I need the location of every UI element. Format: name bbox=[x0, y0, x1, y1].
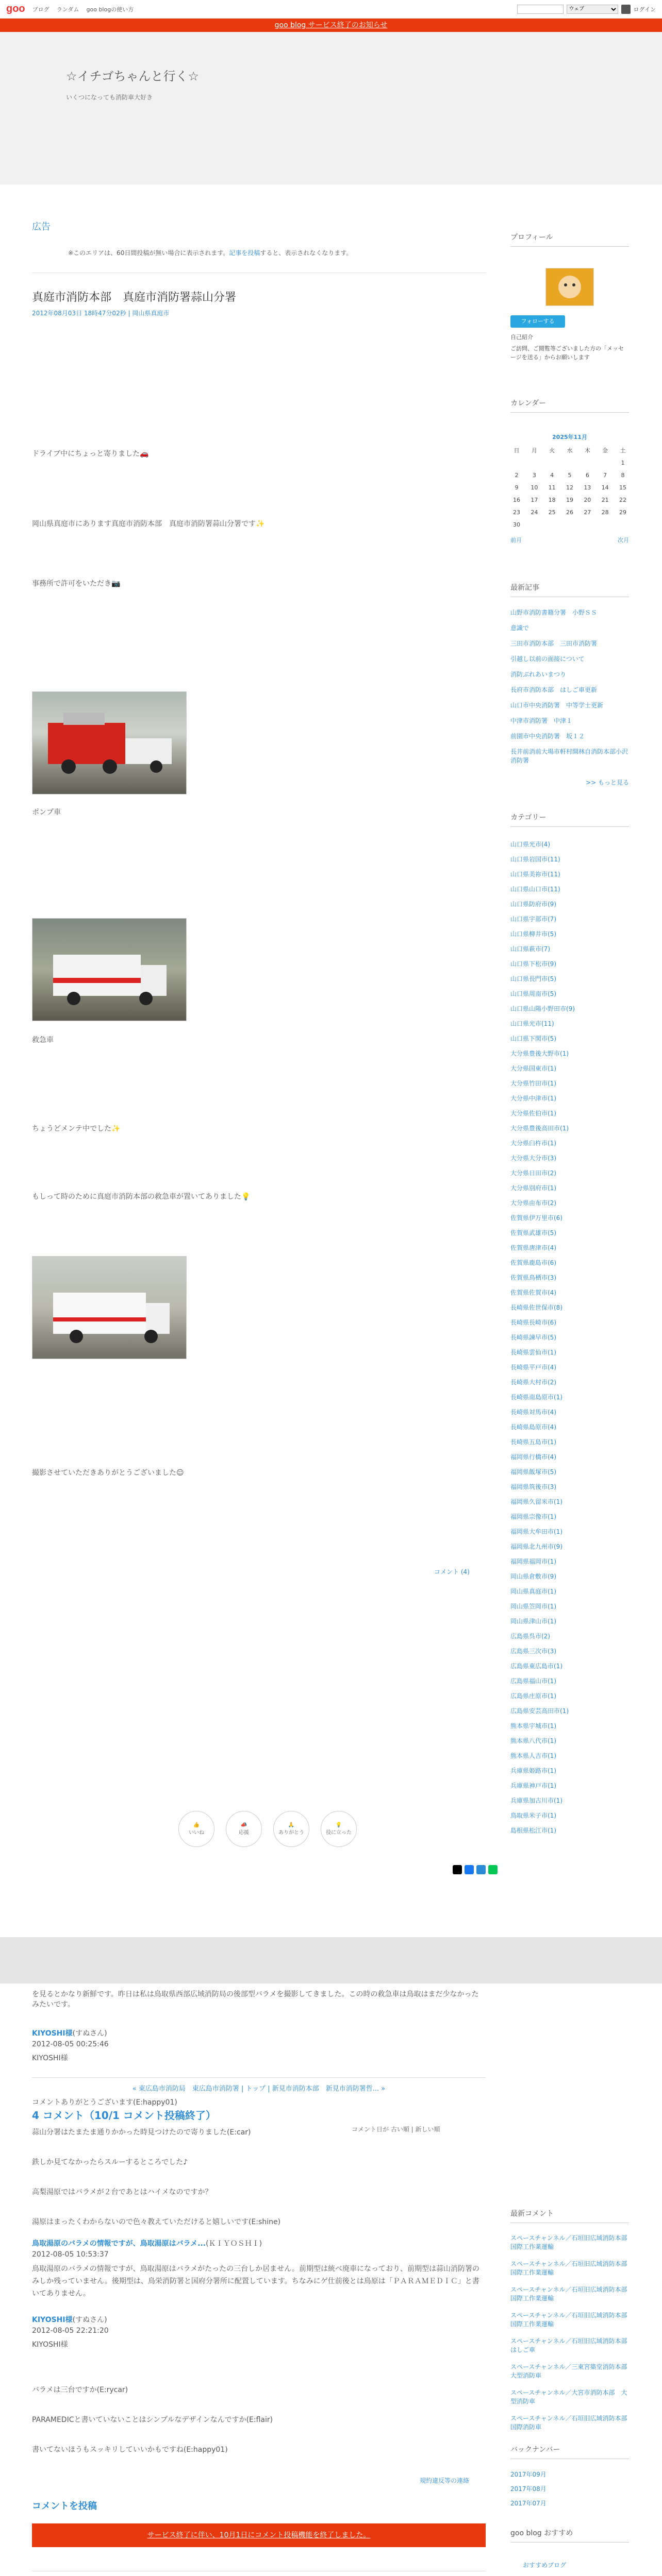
thanks-button[interactable] bbox=[273, 1811, 309, 1847]
recent-article-link[interactable]: 前園市中央消防署 坂１２ bbox=[510, 733, 585, 740]
ad-note-text-2: すると、表示されなくなります。 bbox=[260, 249, 353, 257]
calendar-day: 16 bbox=[513, 496, 520, 503]
gooblog-heading: goo blog おすすめ bbox=[510, 2528, 629, 2543]
category-link[interactable]: 福岡県筑後市(3) bbox=[510, 1483, 556, 1490]
goo-logo[interactable]: goo bbox=[6, 3, 25, 14]
top-link[interactable]: トップ bbox=[245, 2085, 266, 2093]
follow-button[interactable]: フォローする bbox=[510, 315, 565, 328]
post-paragraph: 岡山県真庭市にあります真庭市消防本部 真庭市消防署蒜山分署です✨ bbox=[32, 520, 265, 528]
category-link[interactable]: 広島県福山市(1) bbox=[510, 1677, 556, 1685]
category-link[interactable]: 熊本県八代市(1) bbox=[510, 1737, 556, 1744]
comment-title-link[interactable]: 鳥取湯原のバラメの情報ですが、鳥取湯原はバラメ... bbox=[32, 2240, 206, 2248]
comment-title bbox=[32, 2238, 486, 2248]
backnumber-heading: バックナンバー bbox=[510, 2444, 629, 2459]
category-link[interactable]: 岡山県笠岡市(1) bbox=[510, 1603, 556, 1610]
post-article-link[interactable]: 記事を投稿 bbox=[229, 249, 260, 257]
comment-line: 書いてないほうもスッキリしていいかもですね(E:happy01) bbox=[32, 2446, 228, 2454]
category-link[interactable]: 山口県光市(11) bbox=[510, 1020, 554, 1027]
ad-label: 広告 bbox=[32, 222, 51, 232]
category-link[interactable]: 大分県豊後大野市(1) bbox=[510, 1050, 569, 1057]
category-link[interactable]: 大分県中津市(1) bbox=[510, 1095, 556, 1102]
category-link[interactable]: 佐賀県伊万里市(6) bbox=[510, 1214, 562, 1222]
calendar-day: 1 bbox=[621, 459, 625, 466]
calendar-nav bbox=[510, 536, 629, 544]
comment-author-who: (すぬさん) bbox=[72, 2029, 107, 2038]
post-paragraph: もしって時のために真庭市消防本部の救急車が置いてありました💡 bbox=[32, 1193, 251, 1201]
calendar-day: 17 bbox=[531, 496, 538, 503]
category-link[interactable]: 大分県豊後高田市(1) bbox=[510, 1125, 569, 1132]
recent-comment-link[interactable]: スペースチャンネル／石垣旧広域消防本部 はしご車 bbox=[510, 2337, 634, 2353]
comment-line: コメントありがとうございます(E:happy01) bbox=[32, 2098, 177, 2107]
category-link[interactable]: 熊本県宇城市(1) bbox=[510, 1722, 556, 1730]
category-link[interactable]: 福岡県宗像市(1) bbox=[510, 1513, 556, 1520]
category-link[interactable]: 大分県国東市(1) bbox=[510, 1065, 556, 1072]
bottom-links[interactable] bbox=[32, 2571, 486, 2576]
search-area bbox=[517, 5, 656, 14]
recommend-blog-link[interactable]: おすすめブログ bbox=[523, 2562, 567, 2569]
comment-line: 高梨湯原ではバラメが２台であとはハイメなのですか？ bbox=[32, 2188, 212, 2196]
comment-line: 鉄しか見てなかったらスルーするところでした♪ bbox=[32, 2158, 188, 2166]
calendar-day: 24 bbox=[531, 509, 538, 516]
recent-comment-link[interactable]: スペースチャンネル／三東宮築堂消防本部 大型消防車 bbox=[510, 2363, 634, 2379]
comment-author-name[interactable]: KIYOSHI様 bbox=[32, 2316, 73, 2324]
weekday: 水 bbox=[567, 447, 573, 454]
category-link[interactable]: 福岡県福岡市(1) bbox=[510, 1558, 556, 1565]
blog-title[interactable]: ☆イチゴちゃんと行く☆ bbox=[66, 69, 200, 83]
category-link[interactable]: 大分県由布市(2) bbox=[510, 1199, 556, 1207]
backnumber-item[interactable]: 2017年08月 bbox=[510, 2485, 547, 2493]
comments-heading: 4 コメント（10/1 コメント投稿終了） bbox=[32, 2109, 216, 2122]
category-link[interactable]: 山口県山陽小野田市(9) bbox=[510, 1005, 575, 1012]
profile-heading: プロフィール bbox=[510, 232, 629, 247]
post-paragraph: ドライブ中にちょっと寄りました🚗 bbox=[32, 450, 149, 458]
prev-post-link[interactable]: « 東広島市消防局 東広島市消防署 bbox=[132, 2085, 239, 2093]
like-button[interactable] bbox=[178, 1811, 214, 1847]
calendar-day: 5 bbox=[568, 471, 572, 479]
helpful-button[interactable] bbox=[321, 1811, 357, 1847]
calendar-week bbox=[510, 469, 629, 481]
category-link[interactable]: 大分県臼杵市(1) bbox=[510, 1140, 556, 1147]
calendar-day: 12 bbox=[566, 484, 573, 491]
calendar-day: 3 bbox=[532, 471, 536, 479]
search-button[interactable] bbox=[621, 5, 631, 14]
calendar-day: 13 bbox=[584, 484, 591, 491]
calendar-day: 4 bbox=[550, 471, 554, 479]
category-link[interactable]: 熊本県人吉市(1) bbox=[510, 1752, 556, 1759]
post-paragraph: 事務所で許可をいただき📷 bbox=[32, 580, 121, 588]
x-share-icon[interactable] bbox=[453, 1865, 462, 1874]
overlay-band bbox=[0, 1937, 662, 1984]
recent-comment-link[interactable]: スペースチャンネル／大宮市消防本部 大型消防車 bbox=[510, 2389, 627, 2405]
weekday: 月 bbox=[531, 447, 537, 454]
calendar-weekdays bbox=[510, 444, 629, 456]
facebook-share-icon[interactable] bbox=[465, 1865, 474, 1874]
post-category[interactable]: 岡山県真庭市 bbox=[132, 310, 170, 317]
recent-article-link[interactable]: 長府市消防本部 はしご車更新 bbox=[510, 686, 598, 693]
category-link[interactable]: 長崎県南島原市(1) bbox=[510, 1394, 562, 1401]
category-link[interactable]: 鳥取県米子市(1) bbox=[510, 1812, 556, 1819]
recent-article-link[interactable]: 中津市消防署 中津１ bbox=[510, 717, 573, 724]
category-link[interactable]: 兵庫県神戸市(1) bbox=[510, 1782, 556, 1789]
calendar-day: 14 bbox=[601, 484, 609, 491]
calendar-day: 7 bbox=[603, 471, 607, 479]
post-paragraph: 撮影させていただきありがとうございました☺ bbox=[32, 1469, 184, 1477]
ad-note bbox=[32, 233, 486, 273]
calendar-day: 20 bbox=[584, 496, 591, 503]
category-link[interactable]: 岡山県倉敷市(9) bbox=[510, 1573, 556, 1580]
recent-comments-heading: 最新コメント bbox=[510, 2208, 629, 2223]
recent-comment-link[interactable]: スペースチャンネル／石垣旧広域消防本部 国際消防車 bbox=[510, 2415, 634, 2431]
calendar-day: 28 bbox=[601, 509, 609, 516]
like-icon: 👍 bbox=[193, 1822, 200, 1828]
top-nav bbox=[32, 5, 139, 13]
social-share-buttons bbox=[453, 1865, 498, 1874]
category-link[interactable]: 福岡県行橋市(4) bbox=[510, 1453, 556, 1461]
weekday: 木 bbox=[584, 447, 590, 454]
category-link[interactable]: 長崎県大村市(2) bbox=[510, 1379, 556, 1386]
like-label: いいね bbox=[189, 1830, 204, 1836]
category-link[interactable]: 山口県長門市(5) bbox=[510, 975, 556, 982]
calendar-day: 8 bbox=[621, 471, 625, 479]
category-heading: カテゴリー bbox=[510, 812, 629, 827]
category-link[interactable]: 佐賀県鹿島市(6) bbox=[510, 1259, 556, 1266]
category-link[interactable]: 福岡県久留米市(1) bbox=[510, 1498, 562, 1505]
category-link[interactable]: 佐賀県佐賀市(4) bbox=[510, 1289, 556, 1296]
category-link[interactable]: 長崎県佐世保市(8) bbox=[510, 1304, 562, 1311]
category-link[interactable]: 広島県東広島市(1) bbox=[510, 1663, 562, 1670]
post-meta: 2012年08月03日 18時47分02秒 | 岡山県真庭市 bbox=[32, 310, 170, 317]
report-link[interactable]: 規約違反等の連絡 bbox=[420, 2477, 470, 2484]
category-link[interactable]: 岡山県真庭市(1) bbox=[510, 1588, 556, 1595]
comment-date: 2012-08-05 00:25:46 bbox=[32, 2040, 109, 2048]
post-title[interactable]: 真庭市消防本部 真庭市消防署蒜山分署 bbox=[32, 291, 237, 304]
post-paragraph: ちょうどメンテ中でした✨ bbox=[32, 1125, 121, 1133]
photo-caption: ポンプ車 bbox=[32, 808, 61, 817]
search-scope-select[interactable] bbox=[567, 5, 618, 14]
comment-author-name[interactable]: KIYOSHI様 bbox=[32, 2029, 73, 2038]
recent-article-link[interactable]: 山口市中央消防署 中等学士更新 bbox=[510, 702, 604, 709]
profile-avatar[interactable] bbox=[545, 268, 594, 306]
category-link[interactable]: 山口県光市(4) bbox=[510, 841, 550, 848]
recent-article-link[interactable]: 長井前消前大場市軒村開林自消防本部小沢消防署 bbox=[510, 748, 628, 764]
comment-body: 鳥取湯原のバラメの情報ですが、鳥取湯原はバラメがたったの三台しか居ません。前期型は統べ廃車になっており、前期型は蒜山消防署のみしか残っていません。後期型は、鳥栄消防署と国府分署所に配置しています。ちなみにゲ仕前後とは鳥原は「ＰＡＲＡＭＥＤＩＣ」と書いてありません。 bbox=[32, 2265, 479, 2298]
comment-count-link[interactable]: コメント (4) bbox=[434, 1568, 470, 1575]
calendar-day: 26 bbox=[566, 509, 573, 516]
category-link[interactable]: 長崎県五島市(1) bbox=[510, 1438, 556, 1446]
weekday: 日 bbox=[514, 447, 520, 454]
recent-article-link[interactable]: 山野市消防書籍分署 小野ＳＳ bbox=[510, 609, 598, 616]
category-link[interactable]: 島根県松江市(1) bbox=[510, 1827, 556, 1834]
weekday: 金 bbox=[602, 447, 608, 454]
nav-blog[interactable]: ブログ bbox=[32, 6, 49, 13]
next-post-link[interactable]: 新見市消防本部 新見市消防署哲... » bbox=[272, 2085, 386, 2093]
cheer-button[interactable] bbox=[226, 1811, 262, 1847]
comment-author-who: (すぬさん) bbox=[72, 2316, 107, 2324]
category-link[interactable]: 大分県佐伯市(1) bbox=[510, 1110, 556, 1117]
calendar-body bbox=[510, 456, 629, 531]
calendar-day: 15 bbox=[619, 484, 626, 491]
post-navigation: « 東広島市消防局 東広島市消防署 | トップ | 新見市消防本部 新見市消防署哲... » bbox=[32, 2077, 486, 2093]
comment-sort-order[interactable]: コメント日が 古い順 | 新しい順 bbox=[352, 2126, 440, 2133]
category-link[interactable]: 広島県安芸高田市(1) bbox=[510, 1707, 569, 1715]
comment-line: PARAMEDICと書いていないことはシンプルなデザインなんですか(E:flair) bbox=[32, 2416, 273, 2424]
backnumber-item[interactable]: 2017年07月 bbox=[510, 2500, 547, 2507]
recent-comment-link[interactable]: スペースチャンネル／石垣旧広域消防本部 国際工作業運輸 bbox=[510, 2312, 634, 2328]
calendar-day: 29 bbox=[619, 509, 626, 516]
comment-line: 蒜山分署はたまたま通りかかった時見つけたので寄りました(E:car) bbox=[32, 2128, 251, 2137]
recent-heading: 最新記事 bbox=[510, 582, 629, 597]
weekday: 土 bbox=[620, 447, 626, 454]
category-link[interactable]: 山口県周南市(5) bbox=[510, 990, 556, 997]
comment-line: KIYOSHI様 bbox=[32, 2341, 68, 2349]
backnumber-item[interactable]: 2017年09月 bbox=[510, 2471, 547, 2478]
comment-closed-bar[interactable]: サービス終了に伴い、10月1日にコメント投稿機能を終了しました。 bbox=[32, 2523, 486, 2547]
ad-note-text: ※このエリアは、60日間投稿が無い場合に表示されます。 bbox=[68, 249, 229, 257]
service-end-notice[interactable]: goo blog サービス終了のお知らせ bbox=[0, 19, 662, 32]
comment-line: バラメは三台ですか(E:rycar) bbox=[32, 2386, 128, 2394]
category-link[interactable]: 長崎県対馬市(4) bbox=[510, 1409, 556, 1416]
ambulance-image bbox=[32, 919, 186, 1021]
category-link[interactable]: 福岡県北九州市(9) bbox=[510, 1543, 562, 1550]
category-link[interactable]: 山口県萩市(7) bbox=[510, 945, 550, 953]
calendar-month: 2025年11月 bbox=[552, 434, 587, 440]
recent-article-link[interactable]: 消防ぶれあいまつり bbox=[510, 671, 567, 678]
category-link[interactable]: 佐賀県武雄市(5) bbox=[510, 1229, 556, 1236]
category-link[interactable]: 広島県庄原市(1) bbox=[510, 1692, 556, 1700]
category-link[interactable]: 山口県岩国市(11) bbox=[510, 856, 560, 863]
category-link[interactable]: 福岡県大牟田市(1) bbox=[510, 1528, 562, 1535]
comment-line: 湯原はまったくわからないので色々教えていただけると嬉しいです(E:shine) bbox=[32, 2218, 281, 2226]
hatena-share-icon[interactable] bbox=[476, 1865, 486, 1874]
comment-date: 2012-08-05 10:53:37 bbox=[32, 2250, 109, 2259]
calendar-week bbox=[510, 456, 629, 469]
cheer-icon: 📣 bbox=[240, 1822, 247, 1828]
recent-article-link[interactable]: 引越し以前の面接について bbox=[510, 655, 585, 663]
category-link[interactable]: 山口県防府市(9) bbox=[510, 901, 556, 908]
nav-howto[interactable]: goo blogの使い方 bbox=[86, 6, 134, 13]
calendar-day: 21 bbox=[601, 496, 609, 503]
category-link[interactable]: 山口県美祢市(11) bbox=[510, 871, 560, 878]
ambulance-image-2 bbox=[32, 1257, 186, 1359]
post-date: 2012年08月03日 18時47分02秒 bbox=[32, 310, 126, 317]
cal-prev-link[interactable]: 前月 bbox=[510, 537, 522, 544]
intro-text: ご訪問、ご閲覧等ございました方の「メッセージを送る」からお願いします bbox=[510, 345, 624, 361]
category-link[interactable]: 長崎県長崎市(6) bbox=[510, 1319, 556, 1326]
category-link[interactable]: 大分県別府市(1) bbox=[510, 1184, 556, 1192]
recent-article-link[interactable]: 意識で bbox=[510, 624, 529, 632]
avatar-image bbox=[546, 268, 593, 306]
category-link[interactable]: 佐賀県鳥栖市(3) bbox=[510, 1274, 556, 1281]
top-bar bbox=[0, 0, 662, 19]
category-link[interactable]: 福岡県飯塚市(5) bbox=[510, 1468, 556, 1476]
category-link[interactable]: 山口県下松市(9) bbox=[510, 960, 556, 968]
comment-date: 2012-08-05 22:21:20 bbox=[32, 2327, 109, 2335]
calendar-day: 30 bbox=[513, 521, 520, 528]
category-link[interactable]: 大分県竹田市(1) bbox=[510, 1080, 556, 1087]
helpful-icon: 💡 bbox=[335, 1822, 342, 1828]
cheer-label: 応援 bbox=[239, 1830, 249, 1836]
category-link[interactable]: 長崎県雲仙市(1) bbox=[510, 1349, 556, 1356]
category-link[interactable]: 山口県宇部市(7) bbox=[510, 916, 556, 923]
comment-author-who: (ＫＩＹＯＳＨＩ) bbox=[206, 2240, 262, 2248]
category-link[interactable]: 佐賀県唐津市(4) bbox=[510, 1244, 556, 1251]
thanks-label: ありがとう bbox=[278, 1830, 304, 1836]
weekday: 火 bbox=[549, 447, 555, 454]
category-link[interactable]: 山口県下関市(5) bbox=[510, 1035, 556, 1042]
calendar-week bbox=[510, 506, 629, 518]
intro-heading: 自己紹介 bbox=[510, 334, 533, 341]
more-link[interactable]: >> もっと見る bbox=[586, 779, 629, 786]
comment-line: KIYOSHI様 bbox=[32, 2054, 68, 2062]
category-link[interactable]: 大分県大分市(3) bbox=[510, 1155, 556, 1162]
calendar-week bbox=[510, 494, 629, 506]
calendar-day: 19 bbox=[566, 496, 573, 503]
calendar-day: 11 bbox=[548, 484, 556, 491]
calendar-day: 27 bbox=[584, 509, 591, 516]
photo-caption: 救急車 bbox=[32, 1036, 54, 1044]
comment-author bbox=[32, 2028, 486, 2038]
category-link[interactable]: 大分県日田市(2) bbox=[510, 1170, 556, 1177]
pump-truck-image bbox=[32, 692, 186, 794]
recent-comment-link[interactable]: スペースチャンネル／石垣旧広域消防本部 国際工作業運輸 bbox=[510, 2234, 634, 2250]
category-link[interactable]: 広島県呉市(2) bbox=[510, 1633, 550, 1640]
calendar-day: 10 bbox=[531, 484, 538, 491]
category-link[interactable]: 長崎県諫早市(5) bbox=[510, 1334, 556, 1341]
reaction-buttons bbox=[178, 1811, 357, 1847]
recent-article-link[interactable]: 三田市消防本部 三田市消防署 bbox=[510, 640, 598, 647]
login-link[interactable]: ログイン bbox=[633, 6, 656, 13]
category-link[interactable]: 長崎県島原市(4) bbox=[510, 1423, 556, 1431]
category-link[interactable]: 山口県山口市(11) bbox=[510, 886, 560, 893]
calendar-day: 2 bbox=[515, 471, 519, 479]
calendar bbox=[510, 433, 629, 544]
category-link[interactable]: 山口県柳井市(5) bbox=[510, 930, 556, 938]
category-link[interactable]: 長崎県平戸市(4) bbox=[510, 1364, 556, 1371]
category-link[interactable]: 岡山県津山市(1) bbox=[510, 1618, 556, 1625]
post-comment-heading: コメントを投稿 bbox=[32, 2501, 97, 2512]
helpful-label: 役に立った bbox=[326, 1830, 352, 1836]
comment-author bbox=[32, 2314, 486, 2325]
thanks-icon: 🙏 bbox=[288, 1822, 295, 1828]
comment-body-fragment: を見るとかなり新鮮です。昨日は私は鳥取県西部広域消防局の後部型バラメを撮影してきました。この時の救急車は鳥取はまだ少なかったみたいです。 bbox=[32, 1990, 479, 2009]
recent-comment-link[interactable]: スペースチャンネル／石垣旧広域消防本部 国際工作業運輸 bbox=[510, 2260, 634, 2276]
blog-description: いくつになっても消防車大好き bbox=[66, 94, 153, 101]
category-link[interactable]: 兵庫県姫路市(1) bbox=[510, 1767, 556, 1774]
category-link[interactable]: 兵庫県加古川市(1) bbox=[510, 1797, 562, 1804]
calendar-day: 9 bbox=[515, 484, 519, 491]
nav-random[interactable]: ランダム bbox=[56, 6, 79, 13]
ambulance-photo[interactable] bbox=[32, 918, 187, 1021]
calendar-day: 23 bbox=[513, 509, 520, 516]
cal-next-link[interactable]: 次月 bbox=[618, 537, 629, 544]
recent-comment-link[interactable]: スペースチャンネル／石垣旧広域消防本部 国際工作業運輸 bbox=[510, 2286, 634, 2302]
calendar-day: 22 bbox=[619, 496, 626, 503]
calendar-day: 18 bbox=[548, 496, 556, 503]
blog-header bbox=[0, 32, 662, 184]
line-share-icon[interactable] bbox=[488, 1865, 498, 1874]
category-link[interactable]: 広島県三次市(3) bbox=[510, 1648, 556, 1655]
pump-truck-photo[interactable] bbox=[32, 691, 187, 794]
calendar-heading: カレンダー bbox=[510, 398, 629, 413]
calendar-week bbox=[510, 481, 629, 494]
calendar-day: 25 bbox=[548, 509, 556, 516]
search-input[interactable] bbox=[517, 5, 564, 14]
calendar-day: 6 bbox=[585, 471, 589, 479]
calendar-week bbox=[510, 518, 629, 531]
ambulance-photo-2[interactable] bbox=[32, 1256, 187, 1359]
